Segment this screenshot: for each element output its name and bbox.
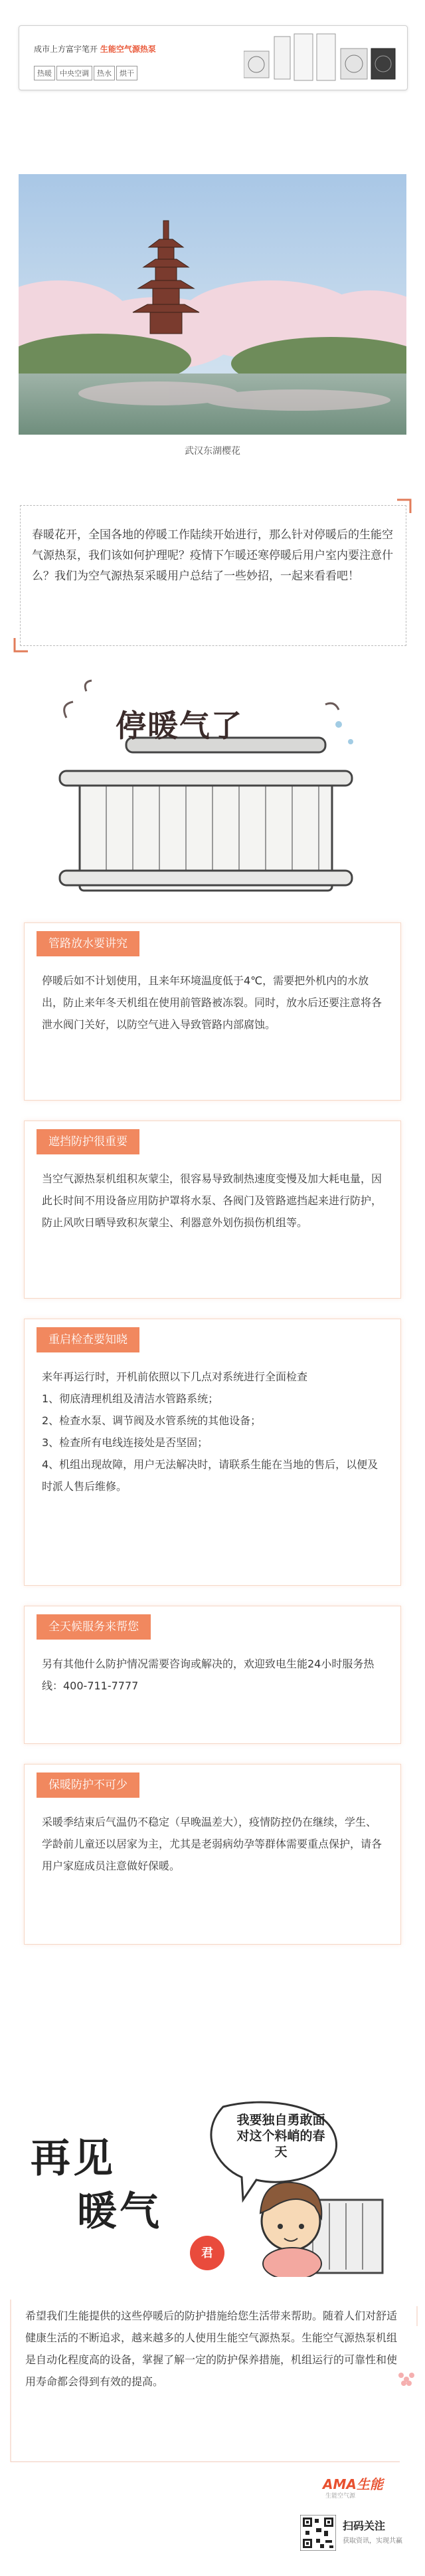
tip-card-cover xyxy=(24,1121,401,1299)
goodbye-text-line2: 暖气 xyxy=(77,2189,162,2235)
follow-label: 扫码关注 xyxy=(343,2520,386,2532)
card-body: 另有其他什么防护情况需要咨询或解决的，欢迎致电生能24小时服务热线：400-711-7777 xyxy=(42,1658,375,1692)
card-title: 全天候服务来帮您 xyxy=(37,1614,151,1640)
photo-caption: 武汉东湖樱花 xyxy=(185,446,240,457)
qr-code-icon[interactable] xyxy=(300,2515,336,2551)
chip-hot-water: 热水 xyxy=(94,66,115,80)
brand-logo-subtitle: 生能空气源 xyxy=(325,2493,356,2500)
card-body: 来年再运行时，开机前依照以下几点对系统进行全面检查 1、彻底清理机组及清洁水管路系统； 2、检查水泵、调节阀及水管系统的其他设备； 3、检查所有电线连接处是否坚固； 4、机组出现故障，用户无法解决时，请联系生能在当地的售后，以便及时派人售后维修。 xyxy=(42,1370,379,1493)
header-banner xyxy=(19,25,408,90)
closing-text: 希望我们生能提供的这些停暖后的防护措施给您生活带来帮助。随着人们对舒适健康生活的不断追求，越来越多的人使用生能空气源热泵。生能空气源热泵机组是自动化程度高的设备，掌握了解一定的防护保养措施，机组运行的可靠性和使用寿命都会得到有效的提高。 xyxy=(25,2309,398,2388)
tip-card-warmth xyxy=(24,1764,401,1945)
brand-name: 生能空气源热泵 xyxy=(100,45,156,54)
corner-mark-icon xyxy=(397,498,412,513)
goodbye-text-line1: 再见 xyxy=(31,2135,116,2182)
card-body: 当空气源热泵机组积灰蒙尘，很容易导致制热速度变慢及加大耗电量，因此长时间不用设备应用防护罩将水泵、各阀门及管路遮挡起来进行防护，防止风吹日晒导致积灰蒙尘、利器意外划伤损伤机组等。 xyxy=(42,1172,382,1229)
chip-drying: 烘干 xyxy=(116,66,137,80)
goodbye-bubble-text: 我要独自勇敢面对这个料峭的春天 xyxy=(236,2113,325,2159)
corner-mark-icon xyxy=(13,638,28,653)
banner-tagline: 成市上方富宇笔开 生能空气源热泵 xyxy=(34,45,156,54)
tip-card-drain xyxy=(24,922,401,1101)
card-body: 采暖季结束后气温仍不稳定（早晚温差大），疫情防控仍在继续，学生、学龄前儿童还以居家为主，尤其是老弱病幼孕等群体需要重点保护，请各用户家庭成员注意做好保暖。 xyxy=(42,1816,382,1872)
card-title: 保暖防护不可少 xyxy=(37,1772,139,1798)
goodbye-badge: 君 xyxy=(201,2246,213,2260)
intro-text: 春暖花开，全国各地的停暖工作陆续开始进行，那么针对停暖后的生能空气源热泵，我们该如何护理呢？疫情下乍暖还寒停暖后用户室内要注意什么？我们为空气源热泵采暖用户总结了一些妙招，一起来看看吧！ xyxy=(32,528,393,583)
card-title: 遮挡防护很重要 xyxy=(37,1129,139,1154)
banner-chips xyxy=(34,66,139,80)
card-body: 停暖后如不计划使用，且来年环境温度低于4℃，需要把外机内的水放出，防止来年冬天机组在使用前管路被冻裂。同时，放水后还要注意将各泄水阀门关好，以防空气进入导致管路内部腐蚀。 xyxy=(42,974,382,1031)
follow-subtitle: 获取资讯，实现共赢 xyxy=(343,2537,402,2545)
tip-card-service xyxy=(24,1606,401,1744)
cherry-blossom-pagoda-photo xyxy=(19,174,406,435)
stop-heating-title: 停暖气了 xyxy=(116,708,243,744)
chip-central-ac: 中央空调 xyxy=(56,66,92,80)
brand-logo: AMA生能 xyxy=(323,2476,383,2492)
heat-pump-units-illustration xyxy=(244,33,396,83)
card-title: 重启检查要知晓 xyxy=(37,1327,139,1352)
card-title: 管路放水要讲究 xyxy=(37,931,139,956)
tip-card-restart xyxy=(24,1319,401,1586)
chip-heating: 热暖 xyxy=(34,66,55,80)
